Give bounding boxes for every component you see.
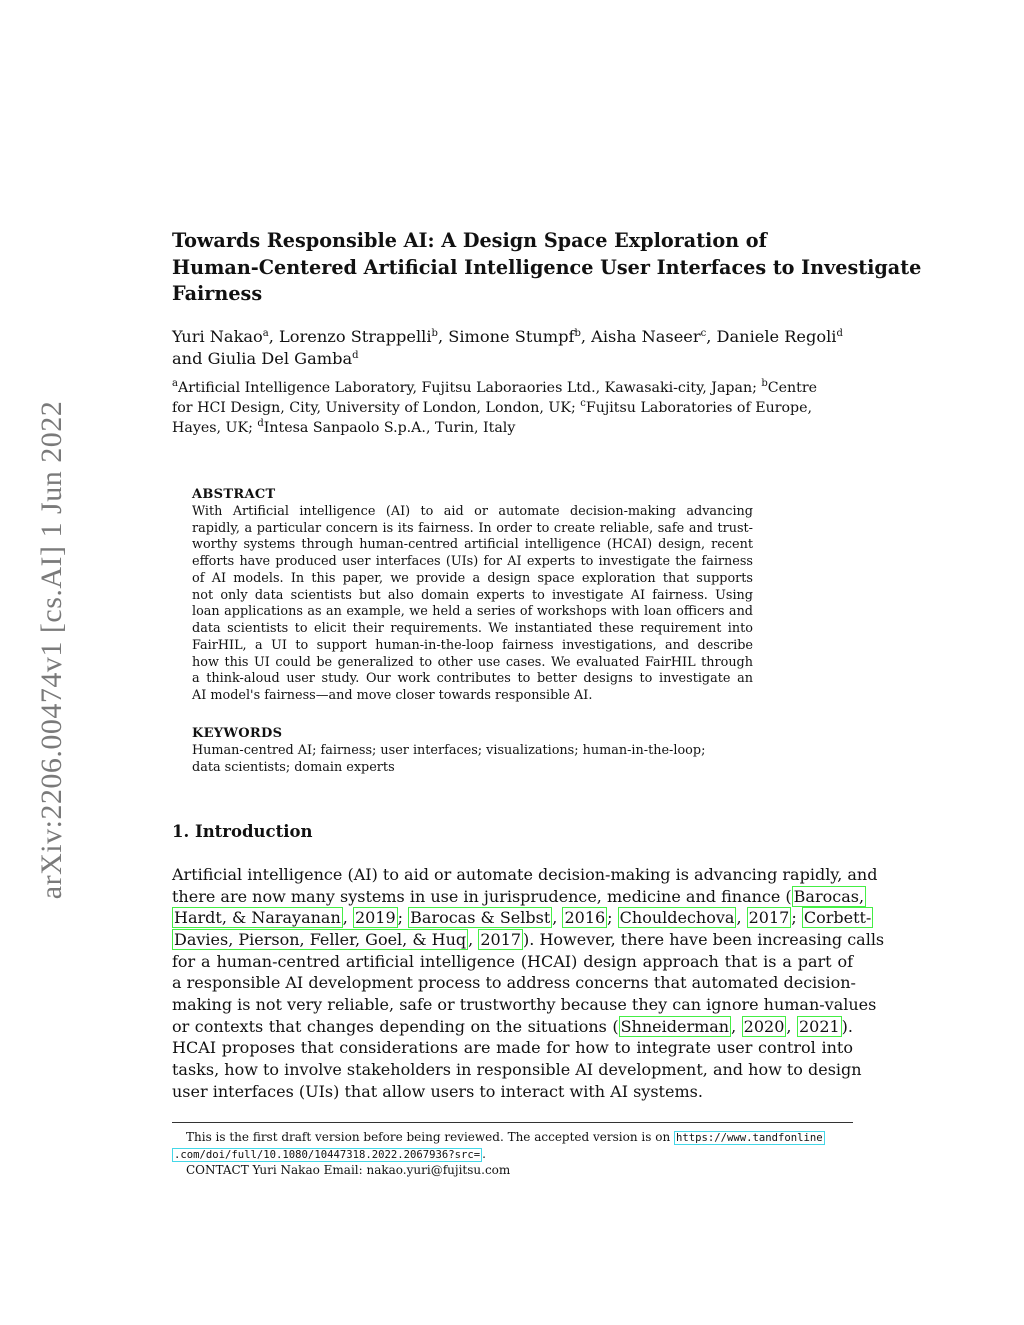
- body-text: ;: [397, 908, 409, 928]
- affiliation-marker: a: [172, 378, 178, 389]
- footnote-text: This is the first draft version before being reviewed. The accepted version is on: [186, 1130, 674, 1144]
- body-text: ,: [736, 908, 747, 928]
- introduction-body: [172, 864, 885, 1102]
- author-name: , Daniele Regoli: [706, 327, 837, 346]
- abstract-line: worthy systems through human-centred artificial intelligence (HCAI) design, recent: [192, 537, 753, 553]
- body-text: ,: [342, 908, 353, 928]
- abstract-line: FairHIL, a UI to support human-in-the-loop fairness investigations, and describe: [192, 637, 753, 653]
- author-name: , Simone Stumpf: [437, 327, 575, 346]
- affiliation-marker: b: [761, 378, 768, 389]
- body-line: user interfaces (UIs) that allow users to interact with AI systems.: [172, 1081, 703, 1101]
- author-name: and Giulia Del Gamba: [172, 349, 353, 368]
- affiliation-text: Centre: [767, 380, 818, 396]
- affiliation-text: for HCI Design, City, University of London, London, UK;: [172, 400, 581, 416]
- footnote: [172, 1130, 853, 1179]
- abstract-line: of AI models. In this paper, we provide a design space exploration that supports: [192, 570, 753, 586]
- keywords-line: data scientists; domain experts: [192, 759, 395, 775]
- body-text: ,: [468, 929, 479, 949]
- citation-link[interactable]: 2017: [480, 929, 522, 949]
- author-line: [172, 326, 853, 348]
- body-line: [172, 886, 865, 908]
- body-line: tasks, how to involve stakeholders in responsible AI development, and how to design: [172, 1059, 862, 1079]
- affiliation-marker: b: [574, 328, 581, 339]
- abstract-section: [192, 487, 753, 705]
- affiliation-marker: a: [262, 328, 269, 339]
- citation-link[interactable]: 2016: [564, 908, 606, 928]
- body-line: for a human-centred artificial intelligence (HCAI) design approach that is a part of: [172, 951, 853, 971]
- body-line: HCAI proposes that considerations are made for how to integrate user control into: [172, 1038, 853, 1058]
- affiliation-marker: b: [431, 328, 438, 339]
- author-list: [172, 326, 853, 370]
- affiliation-marker: d: [257, 418, 264, 429]
- abstract-line: rapidly, a particular concern is its fairness. In order to create reliable, safe and trust-: [192, 520, 753, 536]
- keywords-line: Human-centred AI; fairness; user interfaces; visualizations; human-in-the-loop;: [192, 742, 706, 758]
- footnote-line: [172, 1147, 853, 1164]
- affiliation-marker: c: [700, 328, 707, 339]
- body-text: ). However, there have been increasing calls: [523, 929, 885, 949]
- affiliation-line: [172, 398, 853, 418]
- body-text: ).: [841, 1016, 853, 1036]
- affiliation-line: [172, 378, 853, 398]
- citation-link[interactable]: Corbett-: [803, 908, 872, 928]
- title-line: Towards Responsible AI: A Design Space Exploration of: [172, 229, 767, 252]
- author-name: , Aisha Naseer: [580, 327, 701, 346]
- keywords-section: [192, 726, 753, 776]
- body-line: [172, 1016, 853, 1038]
- arxiv-identifier-stamp: arXiv:2206.00474v1 [cs.AI] 1 Jun 2022: [35, 400, 68, 900]
- affiliation-text: Hayes, UK;: [172, 420, 258, 436]
- body-text: ;: [791, 908, 802, 928]
- affiliation-text: Artificial Intelligence Laboratory, Fujitsu Laboraories Ltd., Kawasaki-city, Japan;: [177, 380, 762, 396]
- body-text: ;: [607, 908, 618, 928]
- body-line: making is not very reliable, safe or trustworthy because they can ignore human-values: [172, 994, 877, 1014]
- affiliation-text: Fujitsu Laboratories of Europe,: [585, 400, 813, 416]
- citation-link[interactable]: 2021: [798, 1016, 840, 1036]
- abstract-line: loan applications as an example, we held a series of workshops with loan officers and: [192, 604, 753, 620]
- body-text: ,: [731, 1016, 742, 1036]
- affiliation-text: Intesa Sanpaolo S.p.A., Turin, Italy: [263, 420, 516, 436]
- citation-link[interactable]: Davies, Pierson, Feller, Goel, & Huq: [174, 929, 467, 949]
- keywords-heading: KEYWORDS: [192, 726, 283, 741]
- citation-link[interactable]: Hardt, & Narayanan: [174, 908, 341, 928]
- body-text: ,: [786, 1016, 797, 1036]
- footnote-text: .: [482, 1146, 486, 1161]
- citation-link[interactable]: Shneiderman: [620, 1016, 730, 1036]
- affiliation-line: [172, 418, 853, 438]
- abstract-line: efforts have produced user interfaces (UIs) for AI experts to investigate the fairness: [192, 554, 753, 569]
- body-text: ,: [552, 908, 563, 928]
- accepted-version-link[interactable]: https://www.tandfonline: [675, 1132, 823, 1144]
- citation-link[interactable]: Barocas,: [793, 886, 865, 906]
- affiliations: [172, 378, 853, 438]
- abstract-line: how this UI could be generalized to other use cases. We evaluated FairHIL through: [192, 654, 753, 670]
- author-name: , Lorenzo Strappelli: [268, 327, 432, 346]
- citation-link[interactable]: 2019: [354, 908, 396, 928]
- footnote-divider: [172, 1122, 853, 1123]
- abstract-line: AI model's fairness—and move closer towards responsible AI.: [192, 688, 593, 703]
- title-line: Human-Centered Artificial Intelligence User Interfaces to Investigate: [172, 255, 922, 279]
- author-name: Yuri Nakao: [172, 327, 263, 346]
- affiliation-marker: c: [580, 398, 586, 409]
- citation-link[interactable]: 2020: [743, 1016, 785, 1036]
- citation-link[interactable]: 2017: [748, 908, 790, 928]
- footnote-line: [172, 1130, 853, 1147]
- abstract-line: data scientists to elicit their requirements. We instantiated these requirement into: [192, 621, 753, 636]
- body-line: Artificial intelligence (AI) to aid or automate decision-making is advancing rapidly, and: [172, 865, 878, 884]
- abstract-line: not only data scientists but also domain experts to investigate AI fairness. Using: [192, 587, 753, 603]
- accepted-version-link[interactable]: .com/doi/full/10.1080/10447318.2022.2067936?src=: [174, 1148, 481, 1161]
- contact-line: CONTACT Yuri Nakao Email: nakao.yuri@fujitsu.com: [186, 1163, 511, 1177]
- body-line: a responsible AI development process to address concerns that automated decision-: [172, 973, 856, 993]
- body-text: or contexts that changes depending on the situations (: [172, 1016, 619, 1036]
- body-line: [172, 929, 885, 951]
- abstract-heading: ABSTRACT: [192, 487, 276, 502]
- affiliation-marker: d: [352, 350, 359, 361]
- affiliation-marker: d: [836, 328, 843, 339]
- citation-link[interactable]: Chouldechova: [619, 908, 735, 928]
- author-line: [172, 348, 853, 370]
- section-heading: 1. Introduction: [172, 822, 313, 841]
- abstract-line: With Artificial intelligence (AI) to aid or automate decision-making advancing: [192, 503, 753, 519]
- citation-link[interactable]: Barocas & Selbst: [410, 908, 551, 928]
- paper-title: [172, 228, 922, 308]
- body-text: there are now many systems in use in jurisprudence, medicine and finance (: [172, 886, 792, 906]
- body-line: [172, 907, 872, 929]
- title-line: Fairness: [172, 282, 263, 305]
- abstract-line: a think-aloud user study. Our work contributes to better designs to investigate an: [192, 671, 753, 687]
